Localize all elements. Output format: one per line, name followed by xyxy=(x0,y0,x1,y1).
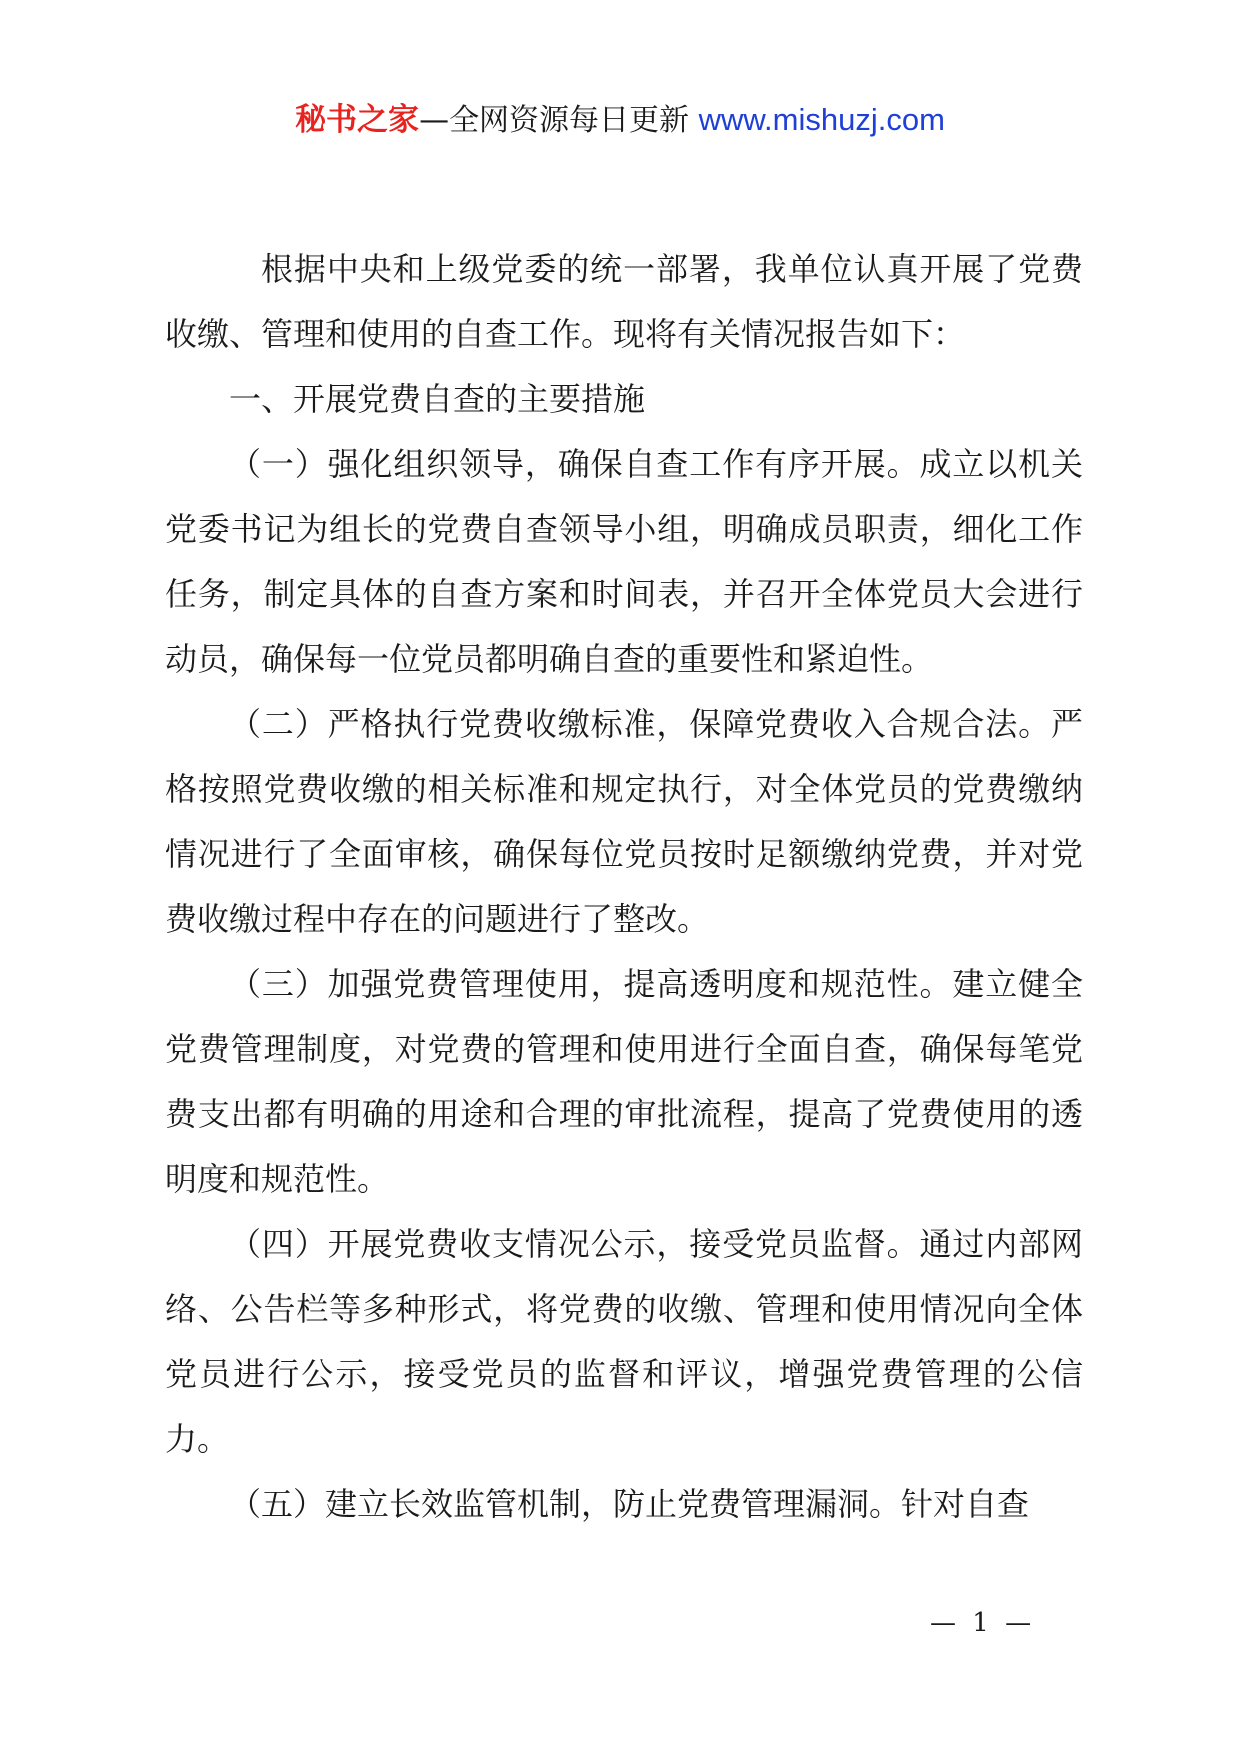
measure-paragraph-1: （一）强化组织领导，确保自查工作有序开展。成立以机关党委书记为组长的党费自查领导小组，明确成员职责，细化工作任务，制定具体的自查方案和时间表，并召开全体党员大会进行动员，确保每一位党员都明确自查的重要性和紧迫性。 xyxy=(165,445,1083,678)
site-brand: 秘书之家 xyxy=(295,102,420,138)
measure-paragraph-2: （二）严格执行党费收缴标准，保障党费收入合规合法。严格按照党费收缴的相关标准和规定执行，对全体党员的党费缴纳情况进行了全面审核，确保每位党员按时足额缴纳党费，并对党费收缴过程中存在的问题进行了整改。 xyxy=(165,705,1083,938)
site-header xyxy=(0,100,1240,141)
site-url-link[interactable]: www.mishuzj.com xyxy=(698,102,945,137)
measure-paragraph-4: （四）开展党费收支情况公示，接受党员监督。通过内部网络、公告栏等多种形式，将党费的收缴、管理和使用情况向全体党员进行公示，接受党员的监督和评议，增强党费管理的公信力。 xyxy=(165,1225,1083,1458)
measure-paragraph-5: （五）建立长效监管机制，防止党费管理漏洞。针对自查 xyxy=(229,1485,1030,1523)
section-heading: 一、开展党费自查的主要措施 xyxy=(229,380,646,418)
page-number: — 1 — xyxy=(930,1608,1036,1638)
site-tagline: —全网资源每日更新 xyxy=(419,103,699,138)
measure-paragraph-3: （三）加强党费管理使用，提高透明度和规范性。建立健全党费管理制度，对党费的管理和使用进行全面自查，确保每笔党费支出都有明确的用途和合理的审批流程，提高了党费使用的透明度和规范性。 xyxy=(165,965,1083,1198)
document-body xyxy=(165,237,1083,1537)
intro-paragraph: 根据中央和上级党委的统一部署，我单位认真开展了党费收缴、管理和使用的自查工作。现将有关情况报告如下： xyxy=(165,250,1083,353)
